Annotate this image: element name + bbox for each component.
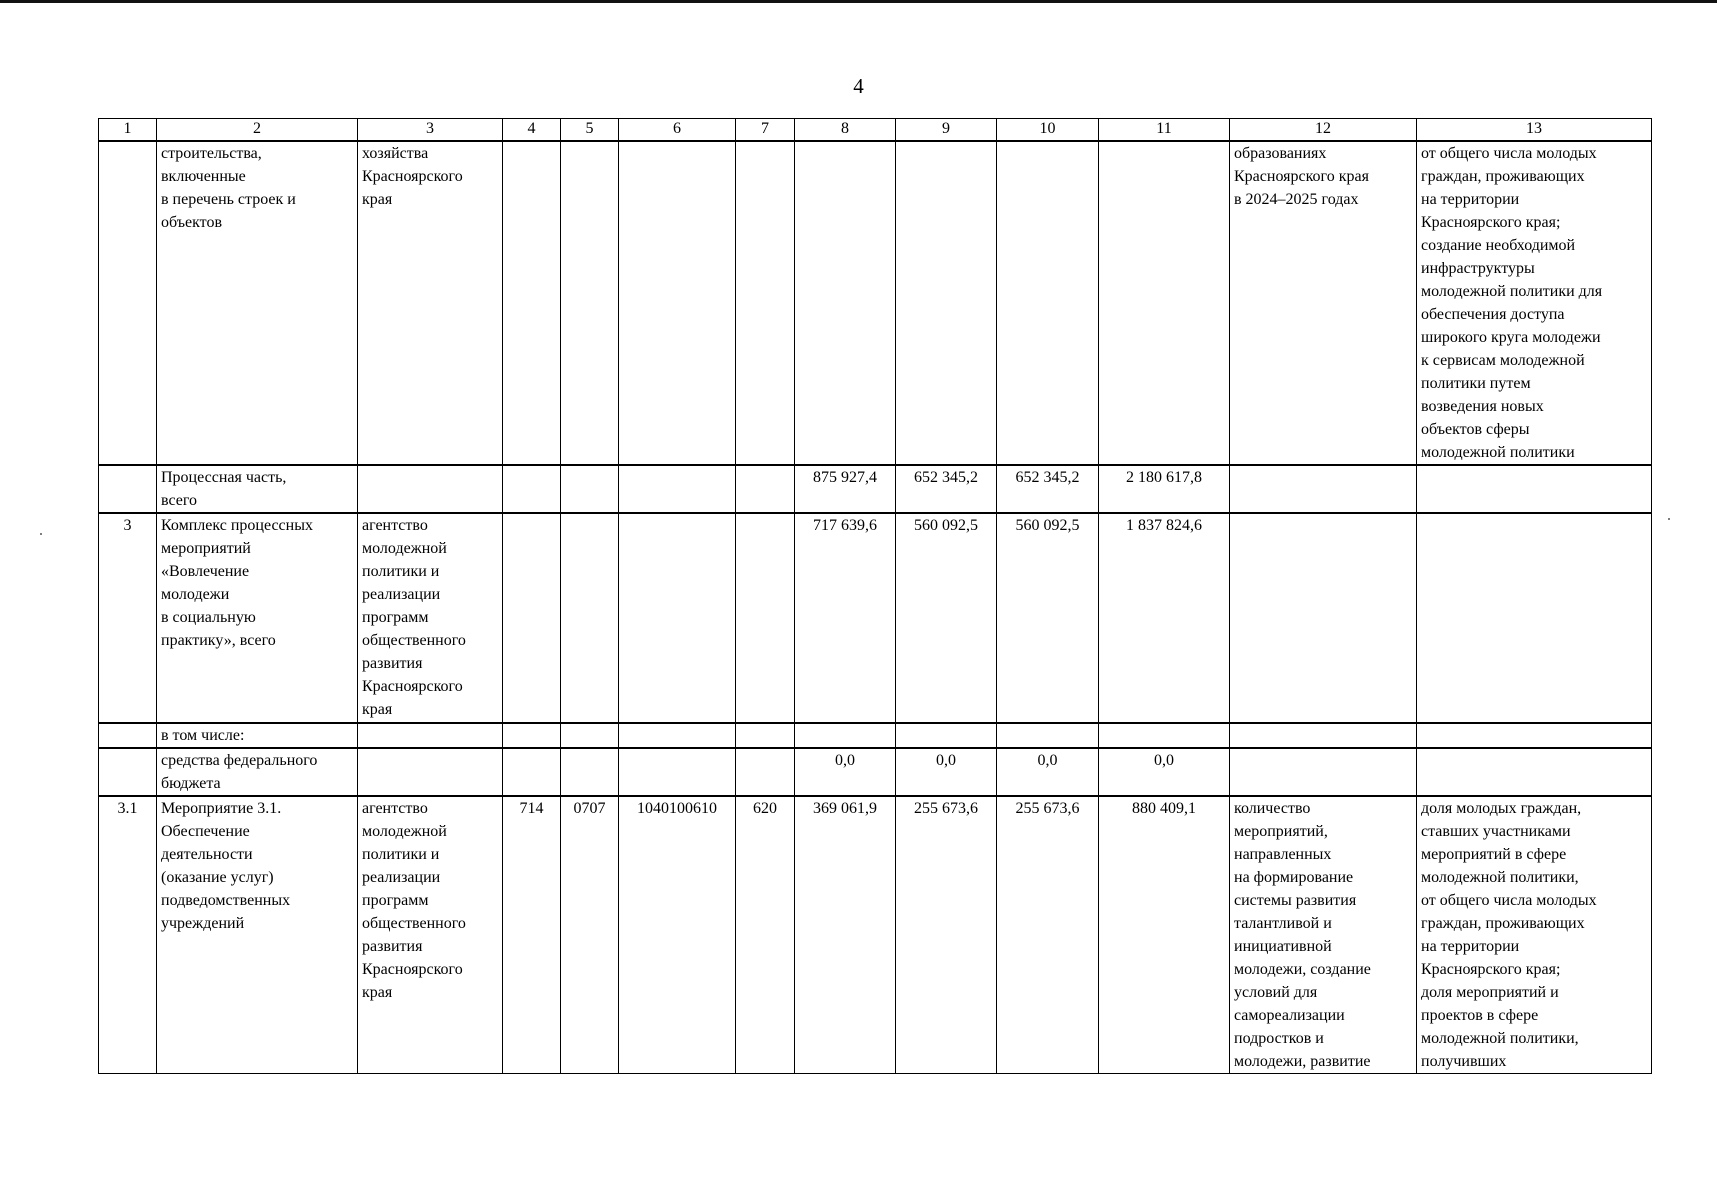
code-cell xyxy=(561,748,619,796)
row-number-cell xyxy=(99,723,157,748)
amount-cell xyxy=(997,723,1099,748)
scan-top-border xyxy=(0,0,1717,3)
amount-cell: 880 409,1 xyxy=(1099,796,1230,1074)
responsible-cell xyxy=(358,465,503,513)
row-number-cell xyxy=(99,141,157,465)
table-row xyxy=(99,513,1652,723)
scan-speck xyxy=(1668,518,1670,520)
column-header: 11 xyxy=(1099,119,1230,142)
code-cell xyxy=(503,748,561,796)
column-header: 8 xyxy=(795,119,896,142)
row-number-cell xyxy=(99,465,157,513)
column-header: 1 xyxy=(99,119,157,142)
name-cell: Комплекс процессных мероприятий «Вовлечение молодежи в социальную практику», всего xyxy=(157,513,358,723)
table-row xyxy=(99,748,1652,796)
code-cell xyxy=(561,513,619,723)
name-cell: Мероприятие 3.1. Обеспечение деятельности (оказание услуг) подведомственных учреждений xyxy=(157,796,358,1074)
result-cell xyxy=(1417,513,1652,723)
amount-cell: 0,0 xyxy=(896,748,997,796)
amount-cell: 560 092,5 xyxy=(896,513,997,723)
code-cell xyxy=(619,141,736,465)
result-cell xyxy=(1417,465,1652,513)
amount-cell: 875 927,4 xyxy=(795,465,896,513)
code-cell xyxy=(736,513,795,723)
amount-cell: 255 673,6 xyxy=(997,796,1099,1074)
code-cell: 1040100610 xyxy=(619,796,736,1074)
budget-table xyxy=(98,118,1652,1074)
amount-cell xyxy=(1099,141,1230,465)
column-header: 10 xyxy=(997,119,1099,142)
column-header: 6 xyxy=(619,119,736,142)
indicator-cell xyxy=(1230,723,1417,748)
name-cell: Процессная часть, всего xyxy=(157,465,358,513)
amount-cell xyxy=(795,723,896,748)
result-cell: доля молодых граждан, ставших участниками мероприятий в сфере молодежной политики, от общего числа молодых граждан, проживающих на территории Красноярского края; доля мероприятий и проектов в сфере молодежной политики, получивших xyxy=(1417,796,1652,1074)
column-header: 12 xyxy=(1230,119,1417,142)
code-cell: 0707 xyxy=(561,796,619,1074)
indicator-cell xyxy=(1230,748,1417,796)
amount-cell: 0,0 xyxy=(795,748,896,796)
amount-cell: 369 061,9 xyxy=(795,796,896,1074)
code-cell xyxy=(619,748,736,796)
amount-cell xyxy=(896,723,997,748)
responsible-cell xyxy=(358,748,503,796)
amount-cell xyxy=(1099,723,1230,748)
column-header: 13 xyxy=(1417,119,1652,142)
indicator-cell xyxy=(1230,513,1417,723)
code-cell xyxy=(736,141,795,465)
name-cell: строительства, включенные в перечень строек и объектов xyxy=(157,141,358,465)
responsible-cell: агентство молодежной политики и реализации программ общественного развития Красноярского края xyxy=(358,513,503,723)
amount-cell: 652 345,2 xyxy=(997,465,1099,513)
code-cell xyxy=(561,141,619,465)
table-row xyxy=(99,141,1652,465)
name-cell: средства федерального бюджета xyxy=(157,748,358,796)
amount-cell xyxy=(997,141,1099,465)
indicator-cell: образованиях Красноярского края в 2024–2025 годах xyxy=(1230,141,1417,465)
code-cell xyxy=(503,141,561,465)
amount-cell: 0,0 xyxy=(1099,748,1230,796)
row-number-cell xyxy=(99,748,157,796)
column-header: 7 xyxy=(736,119,795,142)
responsible-cell: агентство молодежной политики и реализации программ общественного развития Красноярского края xyxy=(358,796,503,1074)
code-cell xyxy=(561,465,619,513)
column-header: 9 xyxy=(896,119,997,142)
amount-cell: 717 639,6 xyxy=(795,513,896,723)
row-number-cell: 3 xyxy=(99,513,157,723)
table-row xyxy=(99,723,1652,748)
code-cell xyxy=(503,465,561,513)
responsible-cell: хозяйства Красноярского края xyxy=(358,141,503,465)
table-row xyxy=(99,465,1652,513)
code-cell: 714 xyxy=(503,796,561,1074)
row-number-cell: 3.1 xyxy=(99,796,157,1074)
code-cell xyxy=(736,465,795,513)
code-cell xyxy=(619,513,736,723)
amount-cell: 2 180 617,8 xyxy=(1099,465,1230,513)
result-cell: от общего числа молодых граждан, проживающих на территории Красноярского края; создание необходимой инфраструктуры молодежной политики для обеспечения доступа широкого круга молодежи к сервисам молодежной политики путем возведения новых объектов сферы молодежной политики xyxy=(1417,141,1652,465)
column-header: 2 xyxy=(157,119,358,142)
code-cell xyxy=(503,513,561,723)
code-cell xyxy=(561,723,619,748)
amount-cell xyxy=(795,141,896,465)
code-cell xyxy=(619,723,736,748)
result-cell xyxy=(1417,748,1652,796)
column-header: 4 xyxy=(503,119,561,142)
name-cell: в том числе: xyxy=(157,723,358,748)
amount-cell: 560 092,5 xyxy=(997,513,1099,723)
code-cell xyxy=(619,465,736,513)
code-cell xyxy=(736,748,795,796)
table-row xyxy=(99,796,1652,1074)
code-cell xyxy=(736,723,795,748)
scan-speck xyxy=(40,533,42,535)
amount-cell: 1 837 824,6 xyxy=(1099,513,1230,723)
amount-cell xyxy=(896,141,997,465)
code-cell xyxy=(503,723,561,748)
column-header: 3 xyxy=(358,119,503,142)
amount-cell: 652 345,2 xyxy=(896,465,997,513)
indicator-cell: количество мероприятий, направленных на формирование системы развития талантливой и инициативной молодежи, создание условий для самореализации подростков и молодежи, развитие xyxy=(1230,796,1417,1074)
amount-cell: 0,0 xyxy=(997,748,1099,796)
code-cell: 620 xyxy=(736,796,795,1074)
indicator-cell xyxy=(1230,465,1417,513)
column-header: 5 xyxy=(561,119,619,142)
result-cell xyxy=(1417,723,1652,748)
page-number: 4 xyxy=(853,74,864,98)
responsible-cell xyxy=(358,723,503,748)
column-number-row xyxy=(99,119,1652,142)
amount-cell: 255 673,6 xyxy=(896,796,997,1074)
